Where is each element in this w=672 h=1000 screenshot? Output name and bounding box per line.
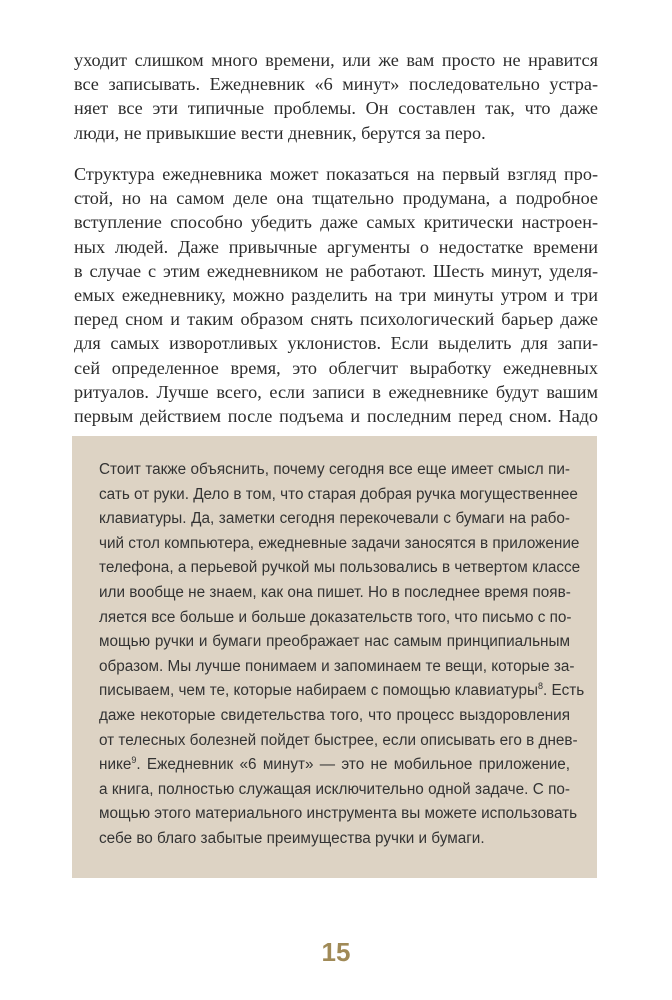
page-number: 15 [321, 937, 351, 967]
sidebar-line: Стоит также объяснить, почему сегодня все еще имеет смысл пи- [99, 461, 570, 478]
body-paragraph-1 [74, 48, 598, 145]
text-line: люди, не привыкшие вести дневник, берутся за перо. [74, 122, 486, 143]
sidebar-line: даже некоторые свидетельства того, что процесс выздоровления [99, 706, 570, 724]
text-line: перед сном и таким образом снять психологический барьер даже [74, 309, 598, 330]
sidebar-line: а книга, полностью служащая исключительно одной задаче. С по- [99, 780, 570, 798]
sidebar-line: от телесных болезней пойдет быстрее, если описывать его в днев- [99, 731, 578, 749]
text-line: сей определенное время, это облегчит выработку ежедневных [74, 357, 598, 378]
text-line: все записывать. Ежедневник «6 минут» последовательно устра- [74, 74, 598, 95]
sidebar-line-text: писываем, чем те, которые набираем с помощью клавиатуры [99, 682, 539, 700]
text-line: стой, но на самом деле она тщательно продумана, а подробное [74, 188, 598, 209]
sidebar-line: чий стол компьютера, ежедневные задачи заносятся в приложение [99, 534, 580, 552]
text-line: для самых изворотливых уклонистов. Если выделить для запи- [74, 333, 598, 354]
sidebar-line: мощью ручки и бумаги преображает нас самым принципиальным [99, 633, 570, 651]
text-line: Структура ежедневника может показаться на первый взгляд про- [74, 164, 598, 184]
sidebar-line: мощью этого материального инструмента вы можете использовать [99, 805, 578, 823]
sidebar-line: клавиатуры. Да, заметки сегодня перекочевали с бумаги на рабо- [99, 510, 570, 528]
footnote-marker: 8 [538, 681, 544, 692]
text-line: уходит слишком много времени, или же вам просто не нравится [74, 50, 598, 70]
text-line: первым действием после подъема и последним перед сном. Надо [74, 406, 598, 427]
sidebar-line-text: . Ежедневник «6 минут» — это не мобильное приложение, [136, 756, 570, 774]
sidebar-line: образом. Мы лучше понимаем и запоминаем те вещи, которые за- [99, 657, 575, 675]
text-line: ных людей. Даже привычные аргументы о недостатке времени [74, 236, 598, 257]
body-paragraph-2 [74, 162, 598, 428]
text-line: емых ежедневнику, можно разделить на три минуты утром и три [74, 285, 598, 306]
text-line: ритуалов. Лучше всего, если записи в ежедневнике будут вашим [74, 381, 598, 402]
sidebar-line: ляется все больше и больше доказательств того, что письмо с по- [99, 608, 572, 626]
footnote-marker: 9 [131, 755, 137, 766]
sidebar-line: себе во благо забытые преимущества ручки и бумаги. [99, 829, 485, 847]
sidebar-line: сать от руки. Дело в том, что старая добрая ручка могущественнее [99, 485, 578, 503]
text-line: в случае с этим ежедневником не работают. Шесть минут, уделя- [74, 260, 598, 281]
text-line: вступление способно убедить даже самых критически настроен- [74, 212, 598, 233]
sidebar-line [99, 679, 585, 704]
sidebar-line: телефона, а перьевой ручкой мы пользовались в четвертом классе [99, 559, 581, 577]
sidebar-box [72, 436, 597, 878]
sidebar-line: или вообще не знаем, как она пишет. Но в последнее время появ- [99, 583, 571, 601]
sidebar-text [99, 458, 585, 852]
sidebar-line [99, 753, 570, 778]
text-line: няет все эти типичные проблемы. Он составлен так, что даже [74, 98, 598, 119]
sidebar-line-text: . Есть [543, 682, 585, 700]
sidebar-line-text: нике [99, 756, 132, 774]
